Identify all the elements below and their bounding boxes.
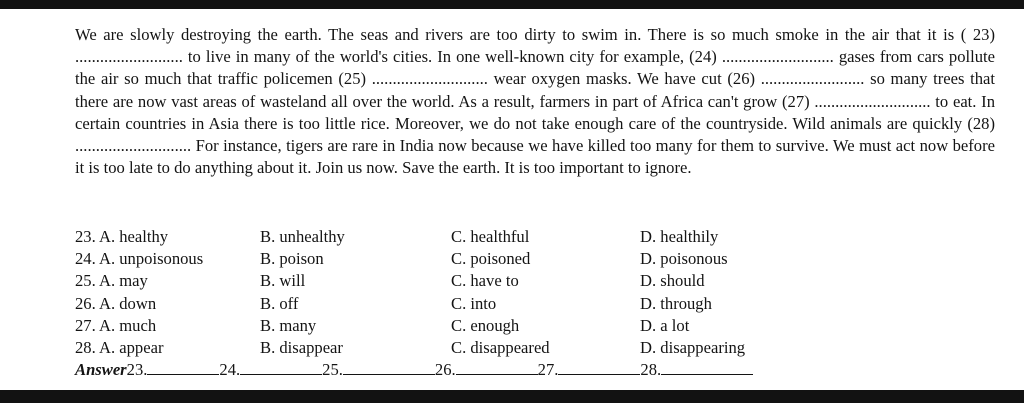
answer-label: Answer xyxy=(75,360,127,379)
option-a-text: A. unpoisonous xyxy=(98,249,204,269)
bottom-border xyxy=(0,390,1024,403)
option-b: B. poison xyxy=(260,249,324,269)
question-row-27 xyxy=(75,315,955,337)
blank-28: ............................ xyxy=(75,136,192,156)
question-number: 25. xyxy=(75,271,96,291)
option-d: D. disappearing xyxy=(640,337,746,357)
answer-blank-27[interactable] xyxy=(558,373,640,375)
blank-23: .......................... xyxy=(75,47,183,67)
option-a xyxy=(75,270,148,292)
answer-blank-23[interactable] xyxy=(147,373,219,375)
option-a-text: A. may xyxy=(98,271,148,291)
answer-number: 28. xyxy=(640,360,662,379)
option-d: D. should xyxy=(640,271,705,291)
option-c: C. healthful xyxy=(451,227,530,246)
option-a xyxy=(75,226,168,248)
question-number: 23. xyxy=(75,227,96,246)
question-row-26 xyxy=(75,293,955,315)
answer-number: 24. xyxy=(219,360,241,379)
option-c: C. disappeared xyxy=(451,337,550,357)
option-a xyxy=(75,248,203,270)
passage-text-4: wear oxygen masks. We have cut (26) xyxy=(487,69,761,89)
answer-number: 25. xyxy=(322,360,343,379)
answer-24 xyxy=(219,359,322,381)
passage-text-1: We are slowly destroying the earth. The seas and rivers are too dirty to swim in. There is so much smoke in the air that it is ( 23) xyxy=(75,25,995,44)
blank-26: ......................... xyxy=(760,69,865,89)
answer-27 xyxy=(538,359,641,381)
blank-24: ........................... xyxy=(721,47,834,67)
option-d: D. poisonous xyxy=(640,249,728,269)
passage-text-2: to live in many of the world's cities. In one well-known city for example, (24) xyxy=(182,47,722,67)
option-b: B. will xyxy=(260,271,306,291)
question-row-23 xyxy=(75,226,955,248)
option-d: D. a lot xyxy=(640,315,690,335)
question-row-24 xyxy=(75,248,955,270)
question-number: 28. xyxy=(75,337,96,357)
passage-text-7: For instance, tigers are rare in India now because we have killed too many for them to survive. We must act now before it is too late to do anything about it. Join us now. Save the earth. It is too important to ignore. xyxy=(75,136,995,178)
question-row-25 xyxy=(75,270,955,292)
option-c: C. have to xyxy=(451,271,519,291)
option-c: C. poisoned xyxy=(451,249,531,269)
reading-passage xyxy=(75,24,995,179)
answer-blank-26[interactable] xyxy=(456,373,538,375)
option-d: D. healthily xyxy=(640,227,719,246)
option-d: D. through xyxy=(640,293,712,313)
answer-number: 26. xyxy=(434,360,456,379)
option-c: C. enough xyxy=(451,315,520,335)
answer-number: 27. xyxy=(537,360,559,379)
option-c: C. into xyxy=(451,293,497,313)
question-number: 24. xyxy=(75,249,96,269)
answer-blank-24[interactable] xyxy=(240,373,322,375)
top-border xyxy=(0,0,1024,9)
answer-options xyxy=(75,226,955,359)
answer-number: 23. xyxy=(126,360,148,379)
answer-28 xyxy=(640,359,753,381)
passage-text-5: so many trees that there are now vast areas of wasteland all over the world. As a result, farmers in part of Africa can't grow (27) xyxy=(75,69,995,111)
option-a-text: A. much xyxy=(98,315,157,335)
option-b: B. unhealthy xyxy=(260,227,345,246)
blank-25: ............................ xyxy=(371,69,488,89)
option-a xyxy=(75,337,163,359)
answer-line xyxy=(75,359,875,383)
option-a-text: A. healthy xyxy=(98,227,169,246)
option-a-text: A. appear xyxy=(98,337,164,357)
blank-27: ............................ xyxy=(814,91,931,111)
answer-blank-28[interactable] xyxy=(661,373,753,375)
answer-blank-25[interactable] xyxy=(343,373,435,375)
option-a xyxy=(75,315,156,337)
answer-23 xyxy=(127,359,220,381)
answer-25 xyxy=(322,359,435,381)
option-b: B. disappear xyxy=(260,337,343,357)
passage-text-3: gases from cars pollute the air so much that traffic policemen (25) xyxy=(75,47,995,89)
option-b: B. many xyxy=(260,315,317,335)
answer-26 xyxy=(435,359,538,381)
passage-text-6: to eat. In certain countries in Asia there is too little rice. Moreover, we do not take enough care of the countryside. Wild animals are quickly (28) xyxy=(75,91,996,133)
option-a xyxy=(75,293,156,315)
option-b: B. off xyxy=(260,293,299,313)
question-number: 26. xyxy=(75,293,96,313)
question-row-28 xyxy=(75,337,955,359)
question-number: 27. xyxy=(75,315,96,335)
option-a-text: A. down xyxy=(98,293,157,313)
